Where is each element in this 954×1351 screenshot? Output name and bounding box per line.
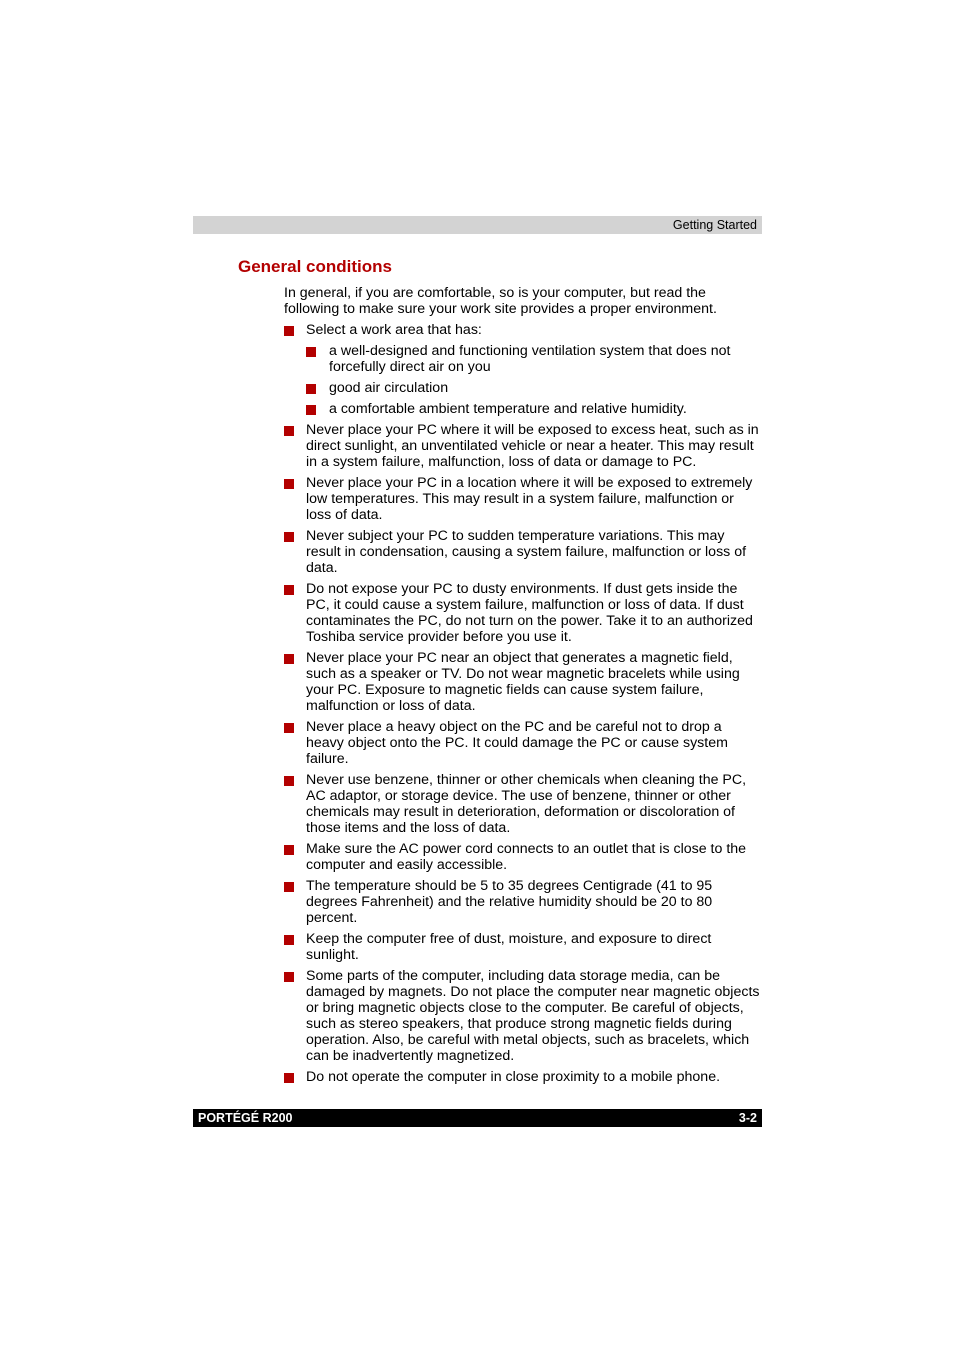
square-bullet-icon: [284, 882, 294, 892]
sub-list-item-text: a comfortable ambient temperature and relative humidity.: [329, 401, 687, 417]
square-bullet-icon: [284, 972, 294, 982]
square-bullet-icon: [306, 347, 316, 357]
sub-list-item-text: good air circulation: [329, 380, 449, 396]
list-item-text: Do not expose your PC to dusty environments. If dust gets inside the PC, it could cause a system failure, malfunction or loss of data. If dust contaminates the PC, do not turn on the power. Take it to an authorized Toshiba service provider before you use it.: [306, 581, 753, 645]
running-header: [193, 216, 762, 234]
list-item-text: Never place your PC in a location where it will be exposed to extremely low temperatures. This may result in a system failure, malfunction or loss of data.: [306, 475, 753, 523]
list-item-text: The temperature should be 5 to 35 degrees Centigrade (41 to 95 degrees Fahrenheit) and the relative humidity should be 20 to 80 percent.: [306, 878, 713, 926]
running-footer: [193, 1109, 762, 1127]
square-bullet-icon: [284, 654, 294, 664]
list-item: [284, 968, 762, 1064]
list-item: [284, 650, 762, 714]
list-item-text: Keep the computer free of dust, moisture, and exposure to direct sunlight.: [306, 931, 712, 963]
list-item: [284, 772, 762, 836]
list-item-text: Never place your PC where it will be exposed to excess heat, such as in direct sunlight, an unventilated vehicle or near a heater. This may result in a system failure, malfunction, loss of data or damage to PC.: [306, 422, 759, 470]
section-body: [284, 285, 762, 1090]
list-item-text: Make sure the AC power cord connects to an outlet that is close to the computer and easily accessible.: [306, 841, 747, 873]
section-title: General conditions: [238, 257, 392, 276]
square-bullet-icon: [306, 405, 316, 415]
sub-list-item: [306, 380, 762, 396]
sub-list-item: [306, 401, 762, 417]
list-item-text: Never subject your PC to sudden temperature variations. This may result in condensation, causing a system failure, malfunction or loss of data.: [306, 528, 747, 576]
list-item-text: Never use benzene, thinner or other chemicals when cleaning the PC, AC adaptor, or storage device. The use of benzene, thinner or other chemicals may result in deterioration, deformation or discoloration of those items and the loss of data.: [306, 772, 747, 836]
list-item: [284, 1069, 762, 1085]
list-item: [284, 841, 762, 873]
square-bullet-icon: [284, 1073, 294, 1083]
conditions-list: [284, 322, 762, 1085]
square-bullet-icon: [306, 384, 316, 394]
list-item-text: Never place a heavy object on the PC and be careful not to drop a heavy object onto the PC. It could damage the PC or cause system failure.: [306, 719, 728, 767]
list-item: [284, 719, 762, 767]
page-number: 3-2: [738, 1111, 757, 1125]
square-bullet-icon: [284, 723, 294, 733]
intro-paragraph: In general, if you are comfortable, so is your computer, but read the following to make sure your work site provides a proper environment.: [284, 285, 717, 317]
square-bullet-icon: [284, 585, 294, 595]
chapter-title: Getting Started: [672, 218, 757, 232]
sub-list: [306, 343, 762, 417]
square-bullet-icon: [284, 776, 294, 786]
list-item: [284, 931, 762, 963]
product-name: PORTÉGÉ R200: [198, 1111, 293, 1125]
list-item: [284, 878, 762, 926]
sub-list-item-text: a well-designed and functioning ventilation system that does not forcefully direct air on you: [329, 343, 731, 375]
list-item-text: Select a work area that has:: [306, 322, 482, 338]
sub-list-item: [306, 343, 762, 375]
list-item-text: Never place your PC near an object that generates a magnetic field, such as a speaker or TV. Do not wear magnetic bracelets while using your PC. Exposure to magnetic fields can cause system failure, malfunction or loss of data.: [306, 650, 740, 714]
square-bullet-icon: [284, 935, 294, 945]
list-item: [284, 528, 762, 576]
list-item-text: Some parts of the computer, including data storage media, can be damaged by magnets. Do not place the computer near magnetic objects or bring magnetic objects close to the computer. Be careful of objects, such as stereo speakers, that produce strong magnetic fields during operation. Also, be careful with metal objects, such as bracelets, which can be inadvertently magnetized.: [306, 968, 760, 1064]
square-bullet-icon: [284, 426, 294, 436]
list-item: [284, 422, 762, 470]
list-item: [284, 475, 762, 523]
list-item: [284, 322, 762, 417]
square-bullet-icon: [284, 845, 294, 855]
square-bullet-icon: [284, 532, 294, 542]
list-item: [284, 581, 762, 645]
square-bullet-icon: [284, 479, 294, 489]
list-item-text: Do not operate the computer in close proximity to a mobile phone.: [306, 1069, 721, 1085]
square-bullet-icon: [284, 326, 294, 336]
